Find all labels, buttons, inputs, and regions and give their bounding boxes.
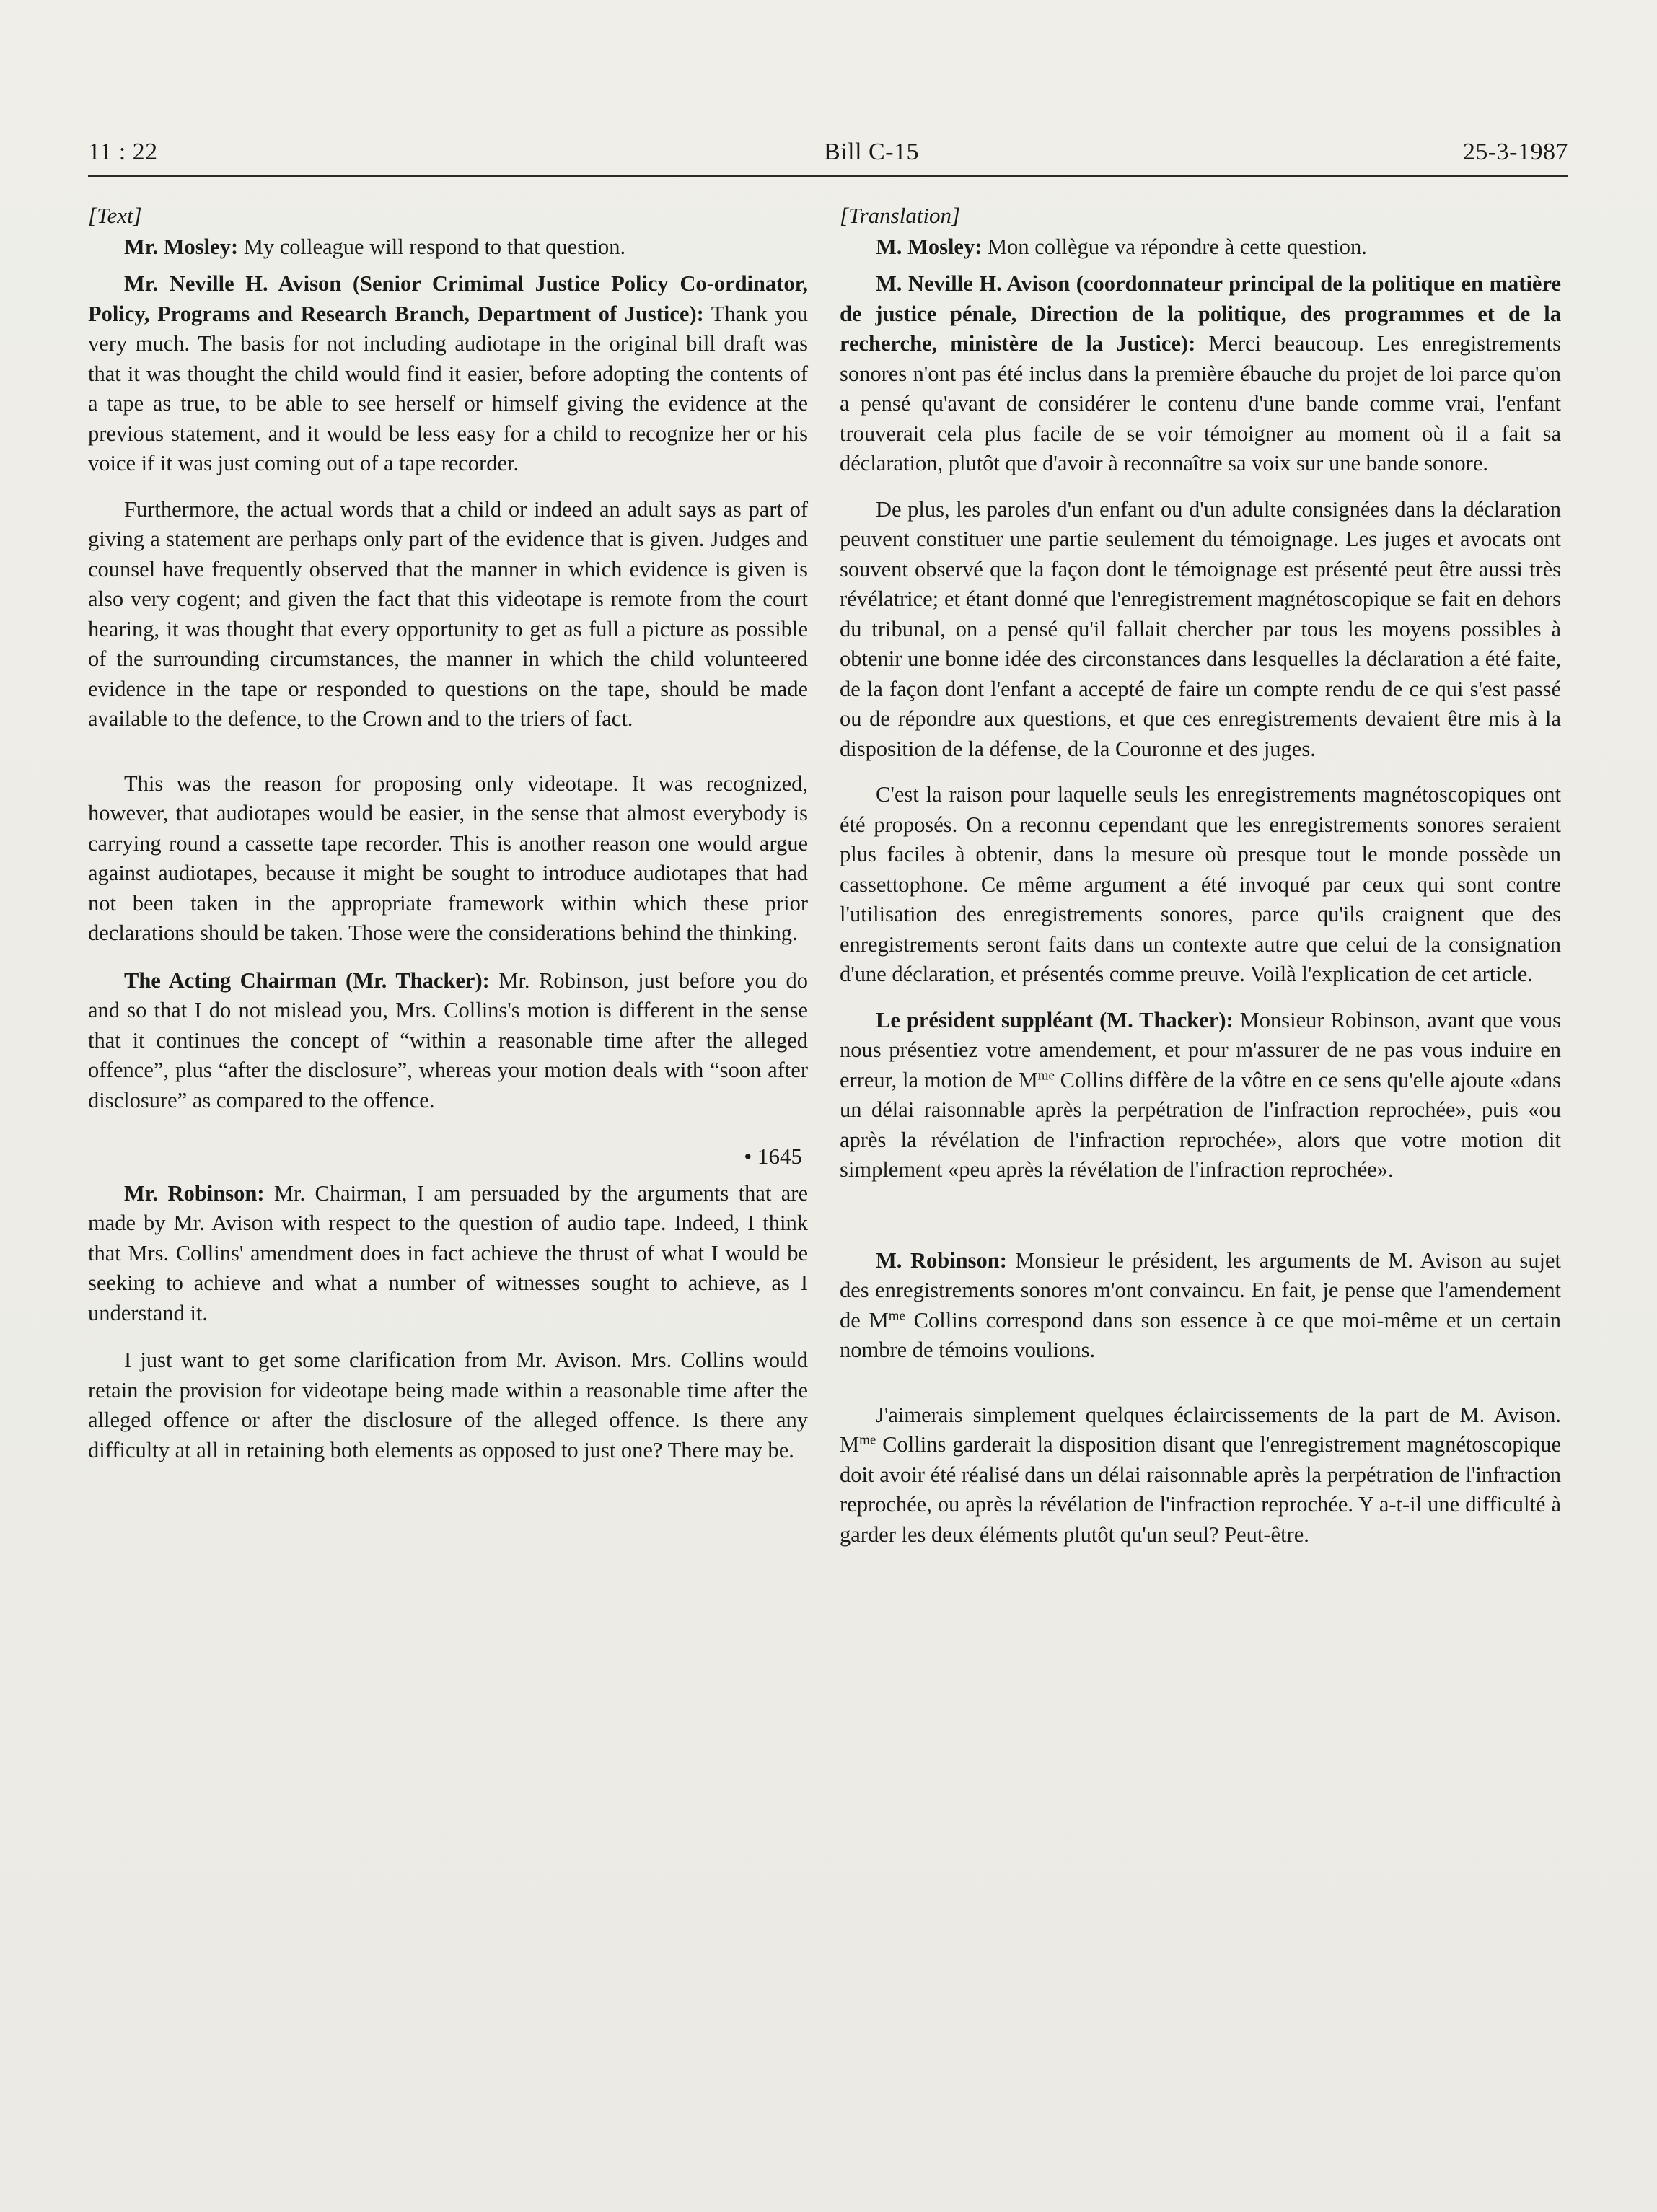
paragraph-robinson-fr bbox=[840, 1246, 1561, 1366]
paragraph-text: Thank you very much. The basis for not including audiotape in the original bill draft was that it was thought the child would find it easier, before adopting the contents of a tape as true, to be able to see herself or himself giving the evidence at the previous statement, and it would be less easy for a child to recognize her or his voice if it was just coming out of a tape recorder. bbox=[88, 301, 808, 475]
french-column bbox=[840, 201, 1561, 1550]
paragraph-raison-fr: C'est la raison pour laquelle seuls les enregistrements magnétoscopiques ont été proposés. On a reconnu cependant que les enregistrements sonores seraient plus faciles à obtenir, dans la mesure où presque tout le monde possède un cassettophone. Ce même argument a été invoqué par ceux qui sont contre l'utilisation des enregistrements sonores, parce qu'ils craignent que des enregistrements seront faits dans un contexte autre que celui de la consignation d'une déclaration, et présentés comme preuve. Voilà l'explication de cet article. bbox=[840, 782, 1561, 986]
superscript: me bbox=[859, 1432, 876, 1448]
paragraph-avison bbox=[88, 269, 808, 479]
page-header bbox=[88, 139, 1568, 175]
paragraph-eclaircissements bbox=[840, 1400, 1561, 1550]
paragraph-text: J'aimerais simplement quelques éclaircissements de la part de M. Avison. M bbox=[840, 1402, 1561, 1457]
paragraph-reason: This was the reason for proposing only videotape. It was recognized, however, that audiotapes would be easier, in the sense that almost everybody is carrying round a cassette tape recorder. This is another reason one would argue against audiotapes, because it might be sought to introduce audiotapes that had not been taken in the appropriate framework within which these prior declarations should be taken. Those were the considerations behind the thinking. bbox=[88, 771, 808, 945]
paragraph-president-suppleant bbox=[840, 1006, 1561, 1185]
paragraph-avison-fr bbox=[840, 269, 1561, 479]
speaker-name: Mr. Neville H. Avison (Senior Crimimal Justice Policy Co-ordinator, Policy, Programs and Research Branch, Department of Justice): bbox=[88, 271, 808, 326]
speaker-name: Le président suppléant (M. Thacker): bbox=[876, 1007, 1234, 1032]
paragraph-furthermore: Furthermore, the actual words that a child or indeed an adult says as part of giving a statement are perhaps only part of the evidence that is given. Judges and counsel have frequently observed that the manner in which evidence is given is also very cogent; and given the fact that this videotape is remote from the court hearing, it was thought that every opportunity to get as full a picture as possible of the surrounding circumstances, the manner in which the child volunteered evidence in the tape or responded to questions on the tape, should be made available to the defence, to the Crown and to the triers of fact. bbox=[88, 496, 808, 731]
speaker-name: Mr. Robinson: bbox=[124, 1180, 265, 1206]
paragraph-text: Collins garderait la disposition disant que l'enregistrement magnétoscopique doit avoir été réalisé dans un délai raisonnable après la perpétration de l'infraction reprochée, ou après la révélation de l'infraction reprochée. Y a-t-il une difficulté à garder les deux éléments plutôt qu'un seul? Peut-être. bbox=[840, 1432, 1561, 1547]
paragraph-text: Mr. Chairman, I am persuaded by the arguments that are made by Mr. Avison with respect to the question of audio tape. Indeed, I think that Mrs. Collins' amendment does in fact achieve the thrust of what I would be seeking to achieve and what a number of witnesses sought to achieve, as I understand it. bbox=[88, 1180, 808, 1325]
bill-title: Bill C-15 bbox=[824, 139, 920, 165]
header-rule bbox=[88, 175, 1568, 177]
paragraph-text: Collins correspond dans son essence à ce que moi-même et un certain nombre de témoins voulions. bbox=[840, 1307, 1561, 1362]
english-column bbox=[88, 201, 808, 1465]
paragraph-acting-chairman bbox=[88, 966, 808, 1116]
text-marker: [Text] bbox=[88, 203, 142, 228]
speaker-name: M. Neville H. Avison (coordonnateur principal de la politique en matière de justice pénale, Direction de la politique, des programmes et de la recherche, ministère de la Justice): bbox=[840, 271, 1561, 356]
timestamp: • 1645 bbox=[744, 1144, 802, 1169]
paragraph-clarification: I just want to get some clarification from Mr. Avison. Mrs. Collins would retain the provision for videotape being made within a reasonable time after the alleged offence or after the disclosure of the alleged offence. Is there any difficulty at all in retaining both elements as opposed to just one? There may be. bbox=[88, 1348, 808, 1462]
paragraph-text: Monsieur le président, les arguments de M. Avison au sujet des enregistrements sonores m'ont convaincu. En fait, je pense que l'amendement de M bbox=[840, 1247, 1561, 1333]
speaker-name: Mr. Mosley: bbox=[124, 234, 239, 259]
speaker-name: M. Robinson: bbox=[876, 1247, 1007, 1273]
paragraph-text: Merci beaucoup. Les enregistrements sonores n'ont pas été inclus dans la première ébauche du projet de loi parce qu'on a pensé qu'avant de considérer le contenu d'une bande comme vrai, l'enfant trouverait cela plus facile de se voir témoigner au moment où il a fait sa déclaration, plutôt que d'avoir à reconnaître sa voix sur une bande sonore. bbox=[840, 331, 1561, 475]
superscript: me bbox=[888, 1308, 905, 1324]
speaker-name: The Acting Chairman (Mr. Thacker): bbox=[124, 967, 490, 993]
paragraph-text: My colleague will respond to that question. bbox=[238, 234, 626, 259]
page-number: 11 : 22 bbox=[88, 139, 158, 165]
paragraph-text: Collins diffère de la vôtre en ce sens qu'elle ajoute «dans un délai raisonnable après la perpétration de l'infraction reprochée», puis «ou après la révélation de l'infraction reprochée», alors que votre motion dit simplement «peu après la révélation de l'infraction reprochée». bbox=[840, 1067, 1562, 1182]
paragraph-text: Mon collègue va répondre à cette question. bbox=[982, 234, 1367, 259]
superscript: me bbox=[1037, 1068, 1055, 1084]
paragraph-de-plus: De plus, les paroles d'un enfant ou d'un adulte consignées dans la déclaration peuvent constituer une partie seulement du témoignage. Les juges et avocats ont souvent observé que la façon dont le témoignage est présenté peut être aussi très révélatrice; et étant donné que l'enregistrement magnétoscopique se fait en dehors du tribunal, on a pensé qu'il fallait chercher par tous les moyens possibles à obtenir une bonne idée des circonstances dans lesquelles la déclaration a été faite, de la façon dont l'enfant a accepté de faire un compte rendu de ce qui s'est passé ou de répondre aux questions, et que ces enregistrements devaient être mis à la disposition de la défense, de la Couronne et des juges. bbox=[840, 496, 1561, 761]
header-date: 25-3-1987 bbox=[1462, 139, 1568, 165]
paragraph-mosley bbox=[88, 232, 808, 263]
paragraph-robinson bbox=[88, 1179, 808, 1329]
translation-marker: [Translation] bbox=[840, 203, 961, 228]
speaker-name: M. Mosley: bbox=[876, 234, 983, 259]
paragraph-mosley-fr bbox=[840, 232, 1561, 263]
paragraph-text: Monsieur Robinson, avant que vous nous présentiez votre amendement, et pour m'assurer de ne pas vous induire en erreur, la motion de M bbox=[840, 1007, 1561, 1092]
paragraph-text: Mr. Robinson, just before you do and so that I do not mislead you, Mrs. Collins's motion is different in the sense that it continues the concept of “within a reasonable time after the alleged offence”, plus “after the disclosure”, whereas your motion deals with “soon after disclosure” as compared to the offence. bbox=[88, 967, 808, 1112]
